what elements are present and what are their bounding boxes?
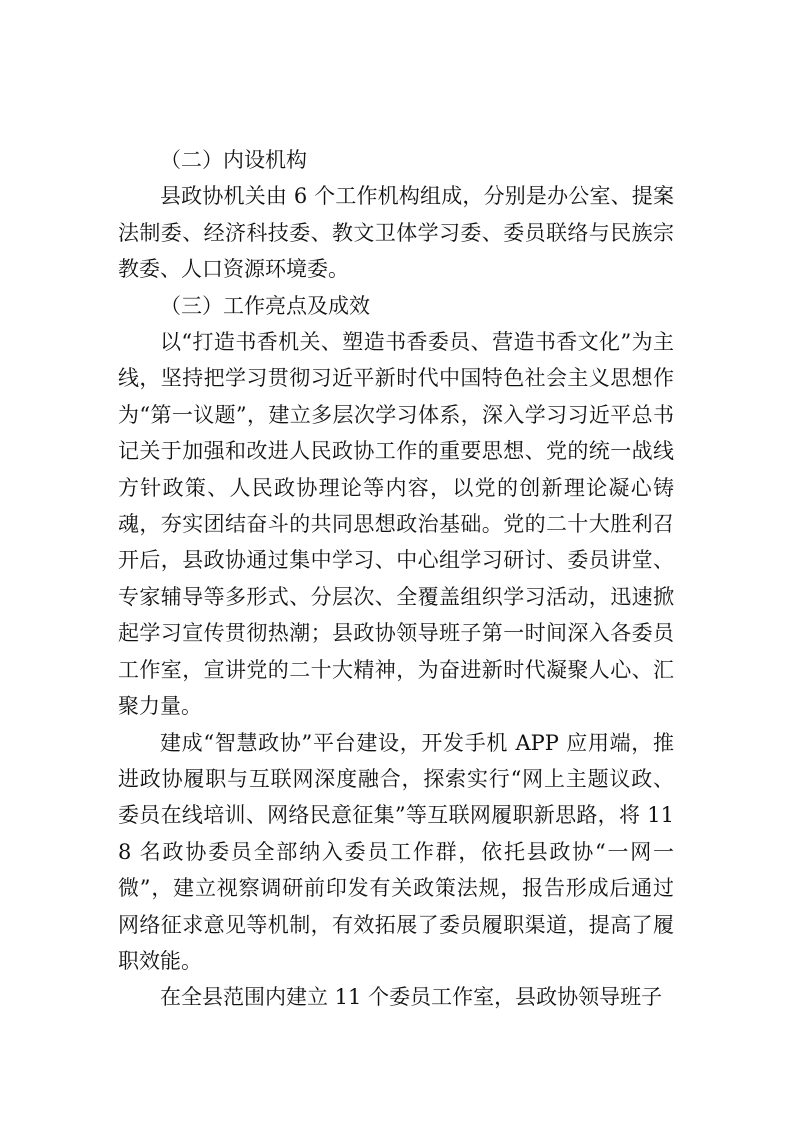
paragraph-internal-organs: 县政协机关由 6 个工作机构组成，分别是办公室、提案法制委、经济科技委、教文卫体学习委、委员联络与民族宗教委、人口资源环境委。 (118, 184, 674, 282)
paragraph-member-studios: 在全县范围内建立 11 个委员工作室，县政协领导班子 (160, 985, 663, 1010)
section-heading-highlights: （三）工作亮点及成效 (160, 293, 370, 318)
section-heading-internal-organs: （二）内设机构 (160, 148, 307, 172)
paragraph-study-system: 以“打造书香机关、塑造书香委员、营造书香文化”为主线，坚持把学习贯彻习近平新时代中国特色社会主义思想作为“第一议题”，建立多层次学习体系，深入学习习近平总书记关于加强和改进人民政协工作的重要思想、党的统一战线方针政策、人民政协理论等内容，以党的创新理论凝心铸魂，夯实团结奋斗的共同思想政治基础。党的二十大胜利召开后，县政协通过集中学习、中心组学习研讨、委员讲堂、专家辅导等多形式、分层次、全覆盖组织学习活动，迅速掀起学习宣传贯彻热潮；县政协领导班子第一时间深入各委员工作室，宣讲党的二十大精神，为奋进新时代凝聚人心、汇聚力量。 (118, 330, 674, 719)
document-body (118, 142, 674, 1016)
paragraph-smart-cppcc: 建成“智慧政协”平台建设，开发手机 APP 应用端，推进政协履职与互联网深度融合，探索实行“网上主题议政、委员在线培训、网络民意征集”等互联网履职新思路，将 118 名政协委员全部纳入委员工作群，依托县政协“一网一微”，建立视察调研前印发有关政策法规，报告形成后通过网络征求意见等机制，有效拓展了委员履职渠道，提高了履职效能。 (118, 730, 674, 973)
